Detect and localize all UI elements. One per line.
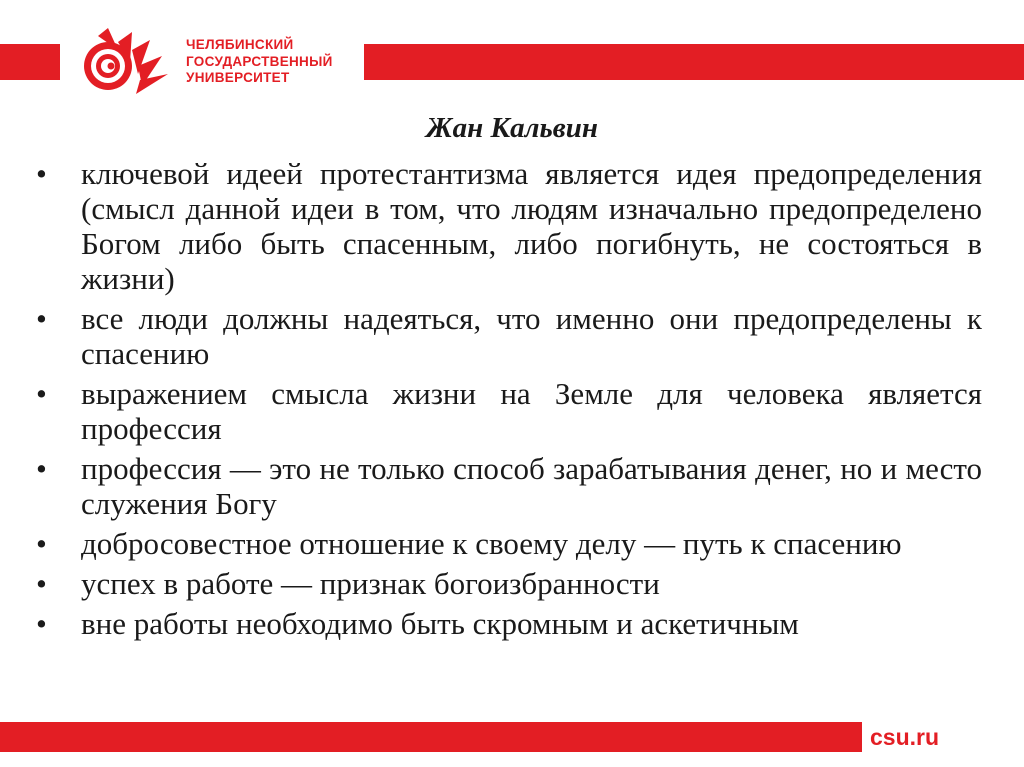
slide-title: Жан Кальвин (426, 112, 598, 144)
university-name-line: ЧЕЛЯБИНСКИЙ (186, 37, 294, 52)
bullet-item (36, 376, 982, 446)
university-logo-icon (78, 28, 182, 94)
bullet-item (36, 606, 982, 641)
bullet-marker: • (36, 301, 47, 336)
university-name-line: ГОСУДАРСТВЕННЫЙ (186, 53, 333, 69)
footer (0, 722, 1024, 752)
bullet-text: вне работы необходимо быть скромным и аскетичным (81, 606, 799, 641)
header (0, 0, 1024, 105)
bullet-marker: • (36, 606, 47, 641)
bullet-text: выражением смысла жизни на Земле для человека является профессия (81, 376, 982, 446)
bullet-text: все люди должны надеяться, что именно они предопределены к спасению (81, 301, 982, 371)
bullet-item (36, 156, 982, 296)
bullet-marker: • (36, 156, 47, 191)
bullet-marker: • (36, 451, 47, 486)
bullet-text: добросовестное отношение к своему делу — путь к спасению (81, 526, 902, 561)
header-bar-right (364, 44, 1024, 80)
bullet-item (36, 526, 982, 561)
university-name-line: УНИВЕРСИТЕТ (186, 70, 290, 85)
bullet-marker: • (36, 376, 47, 411)
bullet-text: профессия — это не только способ зарабатывания денег, но и место служения Богу (81, 451, 982, 521)
bullet-item (36, 566, 982, 601)
bullet-item (36, 451, 982, 521)
bullet-text: успех в работе — признак богоизбранности (81, 566, 660, 601)
bullet-marker: • (36, 526, 47, 561)
header-bar-left (0, 44, 60, 80)
site-link[interactable]: csu.ru (870, 724, 940, 750)
bullet-marker: • (36, 566, 47, 601)
footer-bar (0, 722, 862, 752)
bullet-text: ключевой идеей протестантизма является идея предопределения (смысл данной идеи в том, что людям изначально предопределено Богом либо быть спасенным, либо погибнуть, не состояться в жизни) (81, 156, 982, 296)
university-name (186, 37, 333, 87)
bullet-item (36, 301, 982, 371)
bullet-list (36, 156, 982, 646)
